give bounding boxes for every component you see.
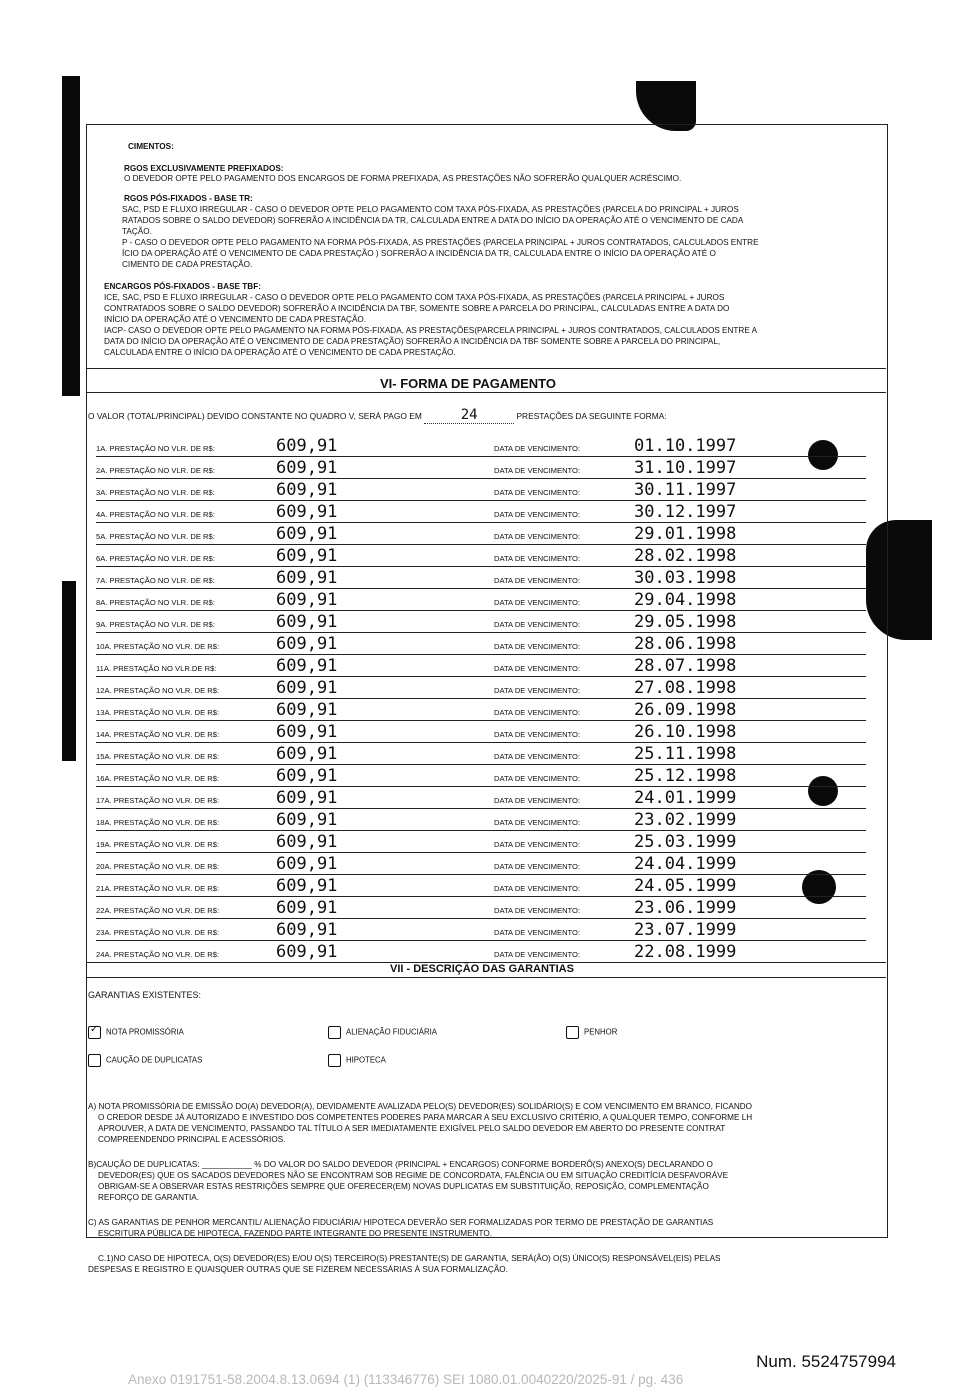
due-date-value: 01.10.1997 [634,436,737,456]
para-c-1: C) AS GARANTIAS DE PENHOR MERCANTIL/ ALIENAÇÃO FIDUCIÁRIA/ HIPOTECA DEVERÃO SER FORMALIZADAS POR TERMO DE PRESTAÇÃO DE GARANTIAS [88,1218,714,1227]
installment-amount: 609,91 [276,744,338,764]
due-date-label: DATA DE VENCIMENTO: [494,686,581,695]
due-date-value: 25.12.1998 [634,766,737,786]
installment-label: 9A. PRESTAÇÃO NO VLR. DE R$: [96,620,215,629]
divider [86,977,886,978]
installment-amount: 609,91 [276,568,338,588]
due-date-label: DATA DE VENCIMENTO: [494,730,581,739]
installment-label: 16A. PRESTAÇÃO NO VLR. DE R$: [96,774,220,783]
option-alienacao [328,1026,437,1039]
option-nota-promissoria [88,1026,184,1039]
installment-label: 10A. PRESTAÇÃO NO VLR. DE R$: [96,642,220,651]
tbf-line-3: INÍCIO DA OPERAÇÃO ATÉ O VENCIMENTO DE CADA PRESTAÇÃO. [104,315,367,324]
para-b-2: DEVEDOR(ES) QUE OS SACADOS DEVEDORES NÃO SE ENCONTRAM SOB REGIME DE CONCORDATA, FALÊNCIA OU EM SITUAÇÃO CREDITÍCIA DESFAVORÁVE [98,1171,729,1180]
guarantees-section-title: VII - DESCRIÇÃO DAS GARANTIAS [390,963,574,975]
installment-amount: 609,91 [276,502,338,522]
installment-amount: 609,91 [276,898,338,918]
installment-label: 11A. PRESTAÇÃO NO VLR.DE R$: [96,664,217,673]
due-date-value: 24.04.1999 [634,854,737,874]
due-date-label: DATA DE VENCIMENTO: [494,466,581,475]
due-date-label: DATA DE VENCIMENTO: [494,906,581,915]
installment-label: 18A. PRESTAÇÃO NO VLR. DE R$: [96,818,220,827]
installment-row [96,500,866,523]
due-date-label: DATA DE VENCIMENTO: [494,708,581,717]
tbf-title: ENCARGOS PÓS-FIXADOS - BASE TBF: [104,282,261,291]
due-date-label: DATA DE VENCIMENTO: [494,862,581,871]
installment-label: 23A. PRESTAÇÃO NO VLR. DE R$: [96,928,220,937]
tr-line-3: TAÇÃO. [122,227,152,236]
caucao-checkbox[interactable] [88,1054,101,1067]
prefixados-title: RGOS EXCLUSIVAMENTE PREFIXADOS: [124,164,284,173]
installment-row [96,610,866,633]
installment-label: 3A. PRESTAÇÃO NO VLR. DE R$: [96,488,215,497]
nota-promissoria-checkbox[interactable] [88,1026,101,1039]
installment-row [96,632,866,655]
alienacao-checkbox[interactable] [328,1026,341,1039]
installment-label: 17A. PRESTAÇÃO NO VLR. DE R$: [96,796,220,805]
scan-black-bar-top-left [62,76,80,396]
tbf-line-6: CALCULADA ENTRE O INÍCIO DA OPERAÇÃO ATÉ O VENCIMENTO DE CADA PRESTAÇÃO. [104,348,456,357]
installment-row [96,918,866,941]
installment-amount: 609,91 [276,656,338,676]
due-date-label: DATA DE VENCIMENTO: [494,950,581,959]
due-date-label: DATA DE VENCIMENTO: [494,840,581,849]
due-date-label: DATA DE VENCIMENTO: [494,510,581,519]
installment-row [96,874,866,897]
payment-intro-before: O VALOR (TOTAL/PRINCIPAL) DEVIDO CONSTANTE NO QUADRO V, SERÁ PAGO EM [88,411,422,421]
installment-amount: 609,91 [276,722,338,742]
due-date-value: 28.02.1998 [634,546,737,566]
installment-label: 6A. PRESTAÇÃO NO VLR. DE R$: [96,554,215,563]
installment-label: 22A. PRESTAÇÃO NO VLR. DE R$: [96,906,220,915]
due-date-value: 30.11.1997 [634,480,737,500]
due-date-value: 30.12.1997 [634,502,737,522]
installment-label: 8A. PRESTAÇÃO NO VLR. DE R$: [96,598,215,607]
due-date-value: 25.11.1998 [634,744,737,764]
tr-line-1: SAC, PSD E FLUXO IRREGULAR - CASO O DEVEDOR OPTE PELO PAGAMENTO COM TAXA PÓS-FIXADA, AS PRESTAÇÕES (PARCELA DO PRINCIPAL + JUROS [122,205,739,214]
due-date-label: DATA DE VENCIMENTO: [494,884,581,893]
installment-label: 20A. PRESTAÇÃO NO VLR. DE R$: [96,862,220,871]
installment-row [96,786,866,809]
installment-row [96,654,866,677]
section-fragment: CIMENTOS: [128,142,174,151]
tr-line-4: P - CASO O DEVEDOR OPTE PELO PAGAMENTO NA FORMA PÓS-FIXADA, AS PRESTAÇÕES (PARCELA PRINCIPAL + JUROS CONTRATADOS, CALCULADOS ENTRE [122,238,759,247]
due-date-value: 26.09.1998 [634,700,737,720]
installment-row [96,742,866,765]
installment-amount: 609,91 [276,700,338,720]
installment-row [96,940,866,963]
para-c1-2: DESPESAS E REGISTRO E QUAISQUER OUTRAS QUE SE FIZEREM NECESSÁRIAS À SUA FORMALIZAÇÃO. [88,1265,508,1274]
installment-row [96,852,866,875]
due-date-value: 26.10.1998 [634,722,737,742]
option-caucao [88,1054,202,1067]
para-a-2: O CREDOR DESDE JÁ AUTORIZADO E INVESTIDO DOS COMPETENTES PODERES PARA MARCAR A SEU EXCLUSIVO CRITÉRIO, A QUALQUER TEMPO, CONFORME LH [98,1113,753,1122]
nota-promissoria-label: NOTA PROMISSÓRIA [106,1027,184,1037]
due-date-label: DATA DE VENCIMENTO: [494,576,581,585]
due-date-label: DATA DE VENCIMENTO: [494,532,581,541]
installment-row [96,544,866,567]
annex-watermark: Anexo 0191751-58.2004.8.13.0694 (1) (113346776) SEI 1080.01.0040220/2025-91 / pg. 436 [128,1372,684,1387]
para-b-3: OBRIGAM-SE A OBSERVAR ESTAS RESTRIÇÕES SEMPRE QUE OFERECER(EM) NOVAS DUPLICATAS EM SUBSTITUIÇÃO, REPOSIÇÃO, COMPLEMENTAÇÃO [98,1182,709,1191]
due-date-value: 24.01.1999 [634,788,737,808]
tbf-line-4: IACP- CASO O DEVEDOR OPTE PELO PAGAMENTO NA FORMA PÓS-FIXADA, AS PRESTAÇÕES(PARCELA PRINCIPAL + JUROS CONTRATADOS, CALCULADOS ENTRE A [104,326,758,335]
installment-amount: 609,91 [276,810,338,830]
scan-black-bar-left [62,581,76,761]
installment-row [96,720,866,743]
installment-label: 13A. PRESTAÇÃO NO VLR. DE R$: [96,708,220,717]
due-date-value: 29.04.1998 [634,590,737,610]
installment-amount: 609,91 [276,480,338,500]
installment-amount: 609,91 [276,788,338,808]
installment-label: 15A. PRESTAÇÃO NO VLR. DE R$: [96,752,220,761]
due-date-value: 28.06.1998 [634,634,737,654]
installment-row [96,434,866,457]
due-date-label: DATA DE VENCIMENTO: [494,928,581,937]
installment-amount: 609,91 [276,766,338,786]
installment-label: 1A. PRESTAÇÃO NO VLR. DE R$: [96,444,215,453]
installment-amount: 609,91 [276,436,338,456]
payment-intro-after: PRESTAÇÕES DA SEGUINTE FORMA: [516,411,667,421]
tr-line-5: ÍCIO DA OPERAÇÃO ATÉ O VENCIMENTO DE CADA PRESTAÇÃO ) SOFRERÃO A INCIDÊNCIA DA TR, CALCULADA ENTRE O INÍCIO DA OPERAÇÃO ATÉ O [122,249,716,258]
due-date-label: DATA DE VENCIMENTO: [494,554,581,563]
due-date-label: DATA DE VENCIMENTO: [494,664,581,673]
installment-label: 5A. PRESTAÇÃO NO VLR. DE R$: [96,532,215,541]
installment-label: 21A. PRESTAÇÃO NO VLR. DE R$: [96,884,220,893]
installment-row [96,566,866,589]
penhor-label: PENHOR [584,1027,618,1037]
due-date-label: DATA DE VENCIMENTO: [494,488,581,497]
due-date-value: 31.10.1997 [634,458,737,478]
alienacao-label: ALIENAÇÃO FIDUCIÁRIA [346,1027,437,1037]
installment-label: 4A. PRESTAÇÃO NO VLR. DE R$: [96,510,215,519]
due-date-value: 29.05.1998 [634,612,737,632]
installment-amount: 609,91 [276,546,338,566]
installment-label: 7A. PRESTAÇÃO NO VLR. DE R$: [96,576,215,585]
installment-row [96,456,866,479]
tr-title: RGOS PÓS-FIXADOS - BASE TR: [124,194,253,203]
due-date-label: DATA DE VENCIMENTO: [494,642,581,651]
due-date-label: DATA DE VENCIMENTO: [494,444,581,453]
installment-amount: 609,91 [276,458,338,478]
installment-label: 14A. PRESTAÇÃO NO VLR. DE R$: [96,730,220,739]
installment-row [96,478,866,501]
para-c1-1: C.1)NO CASO DE HIPOTECA, O(S) DEVEDOR(ES) E/OU O(S) TERCEIRO(S) PRESTANTE(S) DE GARANTIA, SERÁ(ÃO) O(S) ÚNICO(S) RESPONSÁVEL(EIS) PELAS [98,1254,721,1263]
installment-amount: 609,91 [276,524,338,544]
payment-intro [88,407,667,424]
installment-row [96,698,866,721]
installment-row [96,522,866,545]
due-date-label: DATA DE VENCIMENTO: [494,620,581,629]
para-b-4: REFORÇO DE GARANTIA. [98,1193,199,1202]
due-date-value: 25.03.1999 [634,832,737,852]
installment-label: 2A. PRESTAÇÃO NO VLR. DE R$: [96,466,215,475]
option-penhor [566,1026,617,1039]
divider [86,368,886,369]
installment-amount: 609,91 [276,590,338,610]
installment-amount: 609,91 [276,634,338,654]
para-a-4: COMPREENDENDO PRINCIPAL E ACESSÓRIOS. [98,1135,286,1144]
due-date-value: 28.07.1998 [634,656,737,676]
installment-label: 24A. PRESTAÇÃO NO VLR. DE R$: [96,950,220,959]
installment-amount: 609,91 [276,854,338,874]
due-date-label: DATA DE VENCIMENTO: [494,818,581,827]
installment-row [96,896,866,919]
tbf-line-2: CONTRATADOS SOBRE O SALDO DEVEDOR) SOFRERÃO A INCIDÊNCIA DA TBF, SOMENTE SOBRE A PARCELA DO PRINCIPAL, CALCULADAS ENTRE A DATA DO [104,304,730,313]
hipoteca-label: HIPOTECA [346,1055,386,1065]
due-date-label: DATA DE VENCIMENTO: [494,598,581,607]
tbf-line-1: ICE, SAC, PSD E FLUXO IRREGULAR - CASO O DEVEDOR OPTE PELO PAGAMENTO COM TAXA PÓS-FIXADA, AS PRESTAÇÕES (PARCELA PRINCIPAL + JUROS [104,293,725,302]
prefixados-text: O DEVEDOR OPTE PELO PAGAMENTO DOS ENCARGOS DE FORMA PREFIXADA, AS PRESTAÇÕES NÃO SOFRERÃO QUALQUER ACRÉSCIMO. [124,174,682,183]
due-date-value: 22.08.1999 [634,942,737,962]
document-number: Num. 5524757994 [756,1352,896,1371]
due-date-value: 23.07.1999 [634,920,737,940]
installment-amount: 609,91 [276,920,338,940]
para-c-2: ESCRITURA PÚBLICA DE HIPOTECA, FAZENDO PARTE INTEGRANTE DO PRESENTE INSTRUMENTO. [98,1229,492,1238]
due-date-label: DATA DE VENCIMENTO: [494,774,581,783]
caucao-label: CAUÇÃO DE DUPLICATAS [106,1055,203,1065]
due-date-label: DATA DE VENCIMENTO: [494,752,581,761]
installment-amount: 609,91 [276,876,338,896]
para-a-1: A) NOTA PROMISSÓRIA DE EMISSÃO DO(A) DEVEDOR(A), DEVIDAMENTE AVALIZADA PELO(S) DEVEDOR(ES) SOLIDÁRIO(S) E COM VENCIMENTO EM BRANCO, FICANDO [88,1102,753,1111]
divider [86,392,886,393]
para-a-3: APROUVER, A DATA DE VENCIMENTO, PASSANDO TAL TÍTULO A SER IMEDIATAMENTE EXIGÍVEL PELO SALDO DEVEDOR EM ABERTO DO PRESENTE CONTRAT [98,1124,726,1133]
payment-section-title: VI- FORMA DE PAGAMENTO [380,376,556,391]
due-date-value: 23.06.1999 [634,898,737,918]
hipoteca-checkbox[interactable] [328,1054,341,1067]
due-date-value: 27.08.1998 [634,678,737,698]
tr-line-2: RATADOS SOBRE O SALDO DEVEDOR) SOFRERÃO A INCIDÊNCIA DA TR, CALCULADA ENTRE A DATA DO INÍCIO DA OPERAÇÃO ATÉ O VENCIMENTO DE CADA [122,216,744,225]
installment-count: 24 [424,407,514,424]
due-date-value: 29.01.1998 [634,524,737,544]
penhor-checkbox[interactable] [566,1026,579,1039]
installment-row [96,764,866,787]
installment-label: 12A. PRESTAÇÃO NO VLR. DE R$: [96,686,220,695]
installment-amount: 609,91 [276,942,338,962]
due-date-value: 24.05.1999 [634,876,737,896]
scanned-document [66,76,932,1334]
installment-amount: 609,91 [276,832,338,852]
para-b-1: B)CAUÇÃO DE DUPLICATAS: ___________ % DO VALOR DO SALDO DEVEDOR (PRINCIPAL + ENCARGOS) CONFORME BORDERÔ(S) ANEXO(S) DECLARANDO O [88,1160,713,1169]
installment-row [96,588,866,611]
installment-row [96,830,866,853]
installment-row [96,676,866,699]
installment-label: 19A. PRESTAÇÃO NO VLR. DE R$: [96,840,220,849]
installment-row [96,808,866,831]
installment-amount: 609,91 [276,678,338,698]
option-hipoteca [328,1054,386,1067]
due-date-label: DATA DE VENCIMENTO: [494,796,581,805]
tbf-line-5: DATA DO INÍCIO DA OPERAÇÃO ATÉ O VENCIMENTO DE CADA PRESTAÇÃO) SOFRERÃO A INCIDÊNCIA DA TBF SOMENTE SOBRE A PARCELA DO PRINCIPAL, [104,337,721,346]
installment-amount: 609,91 [276,612,338,632]
due-date-value: 30.03.1998 [634,568,737,588]
guarantees-existing-label: GARANTIAS EXISTENTES: [88,990,202,1000]
due-date-value: 23.02.1999 [634,810,737,830]
tr-line-6: CIMENTO DE CADA PRESTAÇÃO. [122,260,253,269]
